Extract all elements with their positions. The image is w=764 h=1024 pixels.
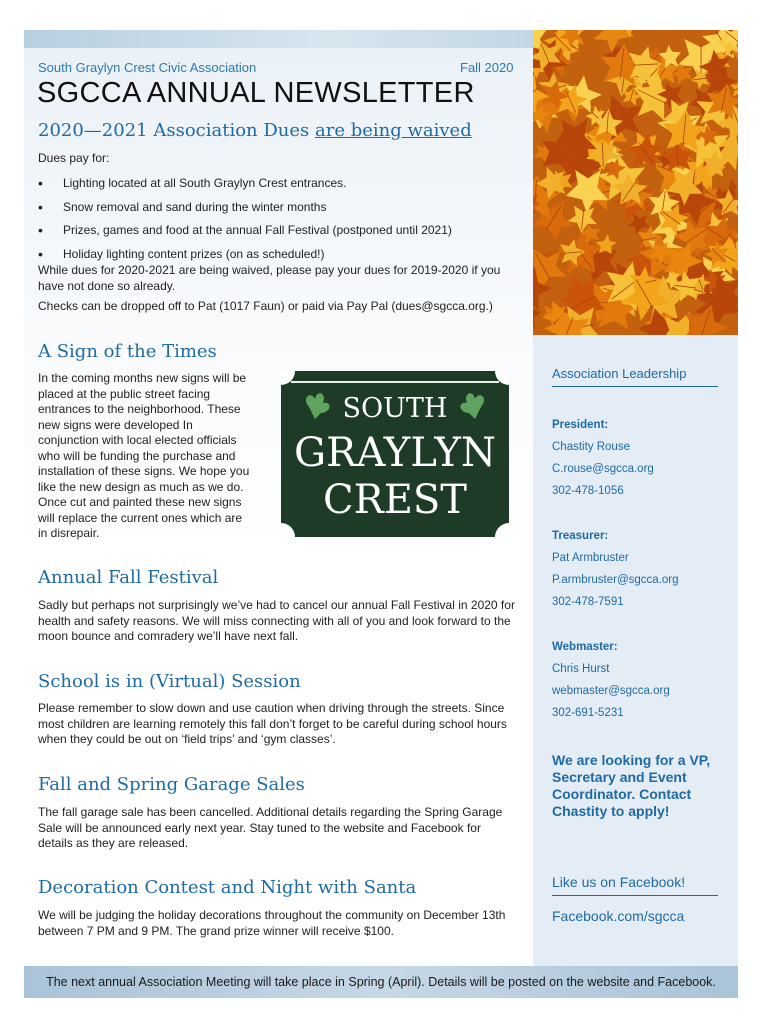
footer-bar	[24, 966, 738, 998]
sign-line-graylyn: GRAYLYN	[294, 430, 496, 476]
decoration-heading: Decoration Contest and Night with Santa	[38, 877, 417, 898]
dues-heading-waived: are being waived	[315, 120, 472, 141]
garage-heading: Fall and Spring Garage Sales	[38, 774, 305, 795]
dues-list	[38, 172, 518, 267]
president-label: President:	[552, 419, 609, 431]
dues-heading	[38, 120, 472, 141]
webmaster-label: Webmaster:	[552, 641, 618, 653]
webmaster-phone: 302-691-5231	[552, 707, 624, 719]
south-graylyn-crest-sign	[281, 371, 509, 537]
facebook-heading: Like us on Facebook!	[552, 874, 686, 890]
sign-line-south: SOUTH	[342, 393, 448, 424]
school-body: Please remember to slow down and use caution when driving through the streets. Since most children are learning remotely this fall don’t forget to be careful during school hours when they could be out on ‘field trips’ and ‘gym classes’.	[38, 701, 507, 746]
treasurer-email[interactable]: P.armbruster@sgcca.org	[552, 574, 679, 586]
facebook-divider	[552, 895, 718, 896]
signs-heading: A Sign of the Times	[38, 341, 217, 362]
festival-heading: Annual Fall Festival	[38, 567, 219, 588]
president-name: Chastity Rouse	[552, 441, 630, 453]
webmaster-name: Chris Hurst	[552, 663, 610, 675]
decoration-body: We will be judging the holiday decorations throughout the community on December 13th between 7 PM and 9 PM. The grand prize winner will receive $100.	[38, 908, 506, 938]
treasurer-label: Treasurer:	[552, 530, 609, 542]
footer-text: The next annual Association Meeting will take place in Spring (April). Details will be posted on the website and Facebook.	[46, 975, 716, 989]
dues-item: • Lighting located at all South Graylyn Crest entrances.	[38, 172, 518, 196]
treasurer-name: Pat Armbruster	[552, 552, 629, 564]
president-phone: 302-478-1056	[552, 485, 624, 497]
leadership-divider	[552, 386, 718, 387]
leadership-heading: Association Leadership	[552, 366, 687, 381]
recruitment-notice: We are looking for a VP, Secretary and Event Coordinator. Contact Chastity to apply!	[552, 752, 711, 819]
treasurer-phone: 302-478-7591	[552, 596, 624, 608]
issue-season: Fall 2020	[460, 60, 514, 75]
association-name: South Graylyn Crest Civic Association	[38, 60, 257, 75]
dues-checks: Checks can be dropped off to Pat (1017 Faun) or paid via Pay Pal (dues@sgcca.org.)	[38, 299, 493, 313]
dues-note: While dues for 2020-2021 are being waived, please pay your dues for 2019-2020 if you have not done so already.	[38, 263, 501, 293]
sign-line-crest: CREST	[322, 477, 468, 523]
autumn-leaves-photo	[533, 30, 738, 335]
webmaster-email[interactable]: webmaster@sgcca.org	[552, 685, 670, 697]
facebook-link[interactable]: Facebook.com/sgcca	[552, 908, 685, 924]
president-email[interactable]: C.rouse@sgcca.org	[552, 463, 654, 475]
dues-intro: Dues pay for:	[38, 151, 110, 165]
dues-item: • Prizes, games and food at the annual Fall Festival (postponed until 2021)	[38, 219, 518, 243]
top-banner-bar	[24, 30, 533, 48]
school-heading: School is in (Virtual) Session	[38, 671, 301, 692]
festival-body: Sadly but perhaps not surprisingly we’ve had to cancel our annual Fall Festival in 2020 for health and safety reasons. We will miss connecting with all of you and look forward to the moon bounce and comradery we’ll have next fall.	[38, 598, 515, 643]
signs-body: In the coming months new signs will be placed at the public street facing entrances to the neighborhood. These new signs were developed In conjunction with local elected officials who will be funding the purchase and installation of these signs. We hope you like the new design as much as we do. Once cut and painted these new signs will replace the current ones which are in disrepair.	[38, 371, 250, 540]
newsletter-title: SGCCA ANNUAL NEWSLETTER	[37, 77, 475, 109]
dues-item: • Holiday lighting content prizes (on as scheduled!)	[38, 243, 518, 267]
dues-heading-text: 2020—2021 Association Dues	[38, 120, 315, 141]
garage-body: The fall garage sale has been cancelled. Additional details regarding the Spring Garage Sale will be announced early next year. Stay tuned to the website and Facebook for details as they are released.	[38, 805, 503, 850]
dues-item: • Snow removal and sand during the winter months	[38, 196, 518, 220]
